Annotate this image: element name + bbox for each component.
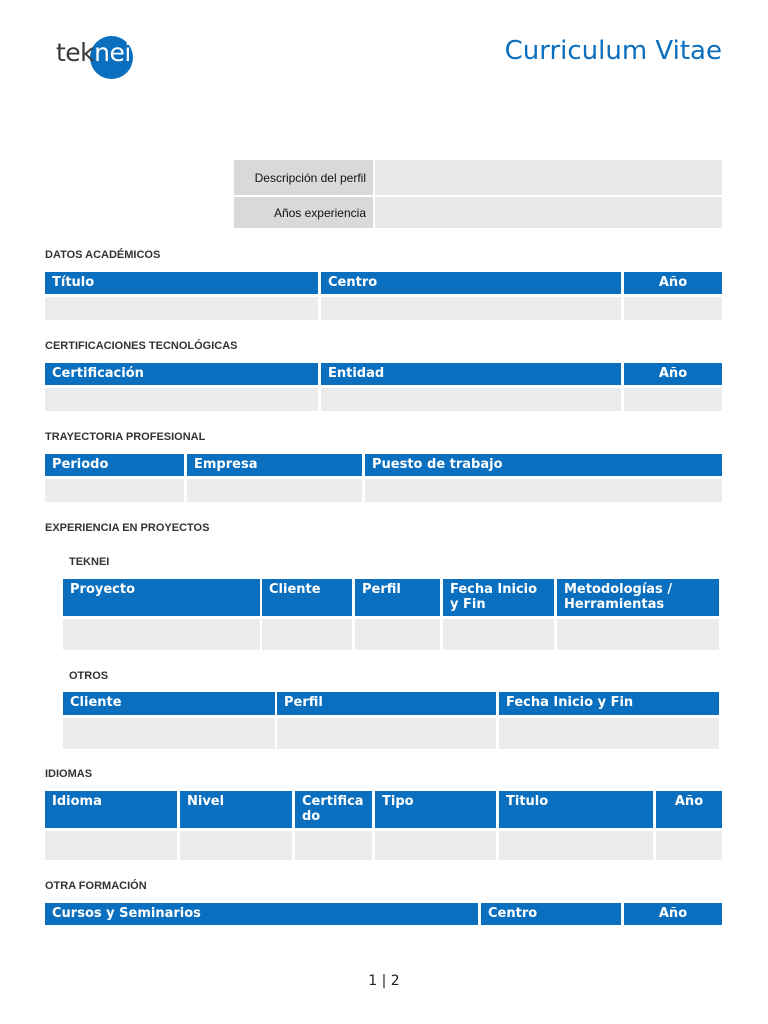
section-certifications-title: CERTIFICACIONES TECNOLÓGICAS	[45, 340, 238, 352]
page-number: 1 | 2	[368, 973, 400, 989]
profile-experience-label: Años experiencia	[234, 197, 373, 228]
col-header-empresa: Empresa	[187, 454, 362, 476]
col-header-certificado: Certificado	[295, 791, 372, 828]
table-cell[interactable]	[624, 297, 722, 320]
table-cell[interactable]	[45, 479, 184, 502]
table-cell[interactable]	[375, 831, 496, 860]
col-header-titulo: Título	[45, 272, 318, 294]
table-cell[interactable]	[45, 388, 318, 411]
col-header-centro: Centro	[481, 903, 621, 925]
table-cell[interactable]	[277, 718, 496, 749]
col-header-metodologias: Metodologías / Herramientas	[557, 579, 719, 616]
logo-text: teknei	[56, 38, 131, 67]
col-header-ano: Año	[624, 903, 722, 925]
col-header-entidad: Entidad	[321, 363, 621, 385]
section-academic-title: DATOS ACADÉMICOS	[45, 249, 161, 261]
col-header-centro: Centro	[321, 272, 621, 294]
profile-description-label: Descripción del perfil	[234, 160, 373, 195]
col-header-ano: Año	[624, 272, 722, 294]
col-header-fecha: Fecha Inicio y Fin	[499, 692, 719, 715]
table-cell[interactable]	[624, 388, 722, 411]
table-cell[interactable]	[321, 388, 621, 411]
table-cell[interactable]	[180, 831, 292, 860]
teknei-logo	[56, 36, 146, 76]
table-cell[interactable]	[45, 831, 177, 860]
table-cell[interactable]	[355, 619, 440, 650]
profile-experience-field[interactable]	[375, 197, 722, 228]
col-header-titulo: Titulo	[499, 791, 653, 828]
col-header-tipo: Tipo	[375, 791, 496, 828]
col-header-ano: Año	[624, 363, 722, 385]
table-cell[interactable]	[365, 479, 722, 502]
table-cell[interactable]	[499, 718, 719, 749]
col-header-perfil: Perfil	[355, 579, 440, 616]
col-header-certificacion: Certificación	[45, 363, 318, 385]
col-header-fecha: Fecha Inicio y Fin	[443, 579, 554, 616]
section-projects-title: EXPERIENCIA EN PROYECTOS	[45, 522, 210, 534]
col-header-nivel: Nivel	[180, 791, 292, 828]
col-header-puesto: Puesto de trabajo	[365, 454, 722, 476]
col-header-cliente: Cliente	[262, 579, 352, 616]
table-cell[interactable]	[187, 479, 362, 502]
profile-description-field[interactable]	[375, 160, 722, 195]
col-header-proyecto: Proyecto	[63, 579, 260, 616]
subsection-otros-title: OTROS	[69, 670, 109, 682]
table-cell[interactable]	[262, 619, 352, 650]
table-cell[interactable]	[295, 831, 372, 860]
table-cell[interactable]	[443, 619, 554, 650]
section-other-training-title: OTRA FORMACIÓN	[45, 880, 147, 892]
table-cell[interactable]	[499, 831, 653, 860]
col-header-perfil: Perfil	[277, 692, 496, 715]
col-header-periodo: Periodo	[45, 454, 184, 476]
col-header-cursos: Cursos y Seminarios	[45, 903, 478, 925]
section-career-title: TRAYECTORIA PROFESIONAL	[45, 431, 206, 443]
section-languages-title: IDIOMAS	[45, 768, 93, 780]
table-cell[interactable]	[557, 619, 719, 650]
col-header-cliente: Cliente	[63, 692, 275, 715]
table-cell[interactable]	[63, 619, 260, 650]
table-cell[interactable]	[656, 831, 722, 860]
col-header-idioma: Idioma	[45, 791, 177, 828]
table-cell[interactable]	[321, 297, 621, 320]
document-title: Curriculum Vitae	[504, 36, 722, 66]
table-cell[interactable]	[63, 718, 275, 749]
table-cell[interactable]	[45, 297, 318, 320]
col-header-ano: Año	[656, 791, 722, 828]
subsection-teknei-title: TEKNEI	[69, 556, 110, 568]
